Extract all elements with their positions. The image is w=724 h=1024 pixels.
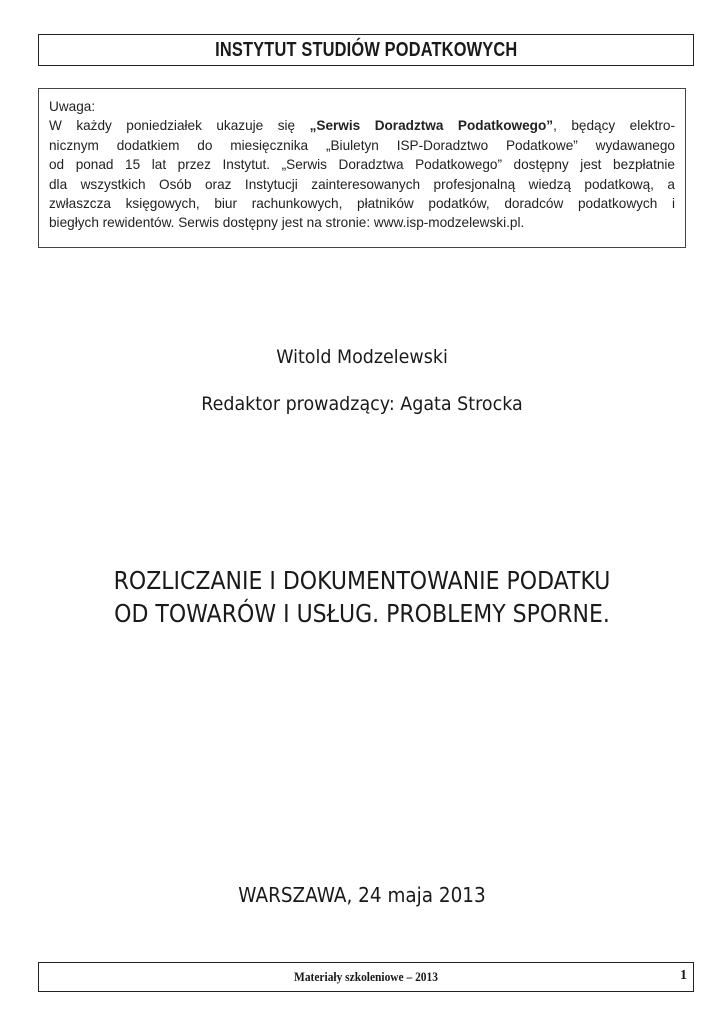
footer-text: Materiały szkoleniowe – 2013 (294, 969, 438, 984)
document-title-line-1: ROZLICZANIE I DOKUMENTOWANIE PODATKU (113, 566, 611, 595)
notice-box (38, 88, 686, 248)
header-box (38, 34, 694, 66)
notice-line-5: zwłaszcza księgowych, biur rachunkowych, płatników podatków, doradców podatkowych i (49, 196, 675, 212)
notice-line-1 (49, 116, 675, 135)
document-title (43, 564, 680, 630)
notice-line-6: biegłych rewidentów. Serwis dostępny jest na stronie: www.isp-modzelewski.pl. (49, 215, 525, 231)
notice-line-1-start: W każdy poniedziałek ukazuje się (49, 118, 310, 134)
notice-line-1-end: , będący elektro- (553, 118, 675, 134)
footer-box (38, 962, 694, 992)
page-number: 1 (680, 968, 687, 983)
notice-line-2: nicznym dodatkiem do miesięcznika „Biuletyn ISP-Doradztwo Podatkowe” wydawanego (49, 137, 675, 153)
notice-service-name: „Serwis Doradztwa Podatkowego” (309, 118, 554, 134)
institute-title: INSTYTUT STUDIÓW PODATKOWYCH (214, 38, 518, 61)
notice-label: Uwaga: (49, 99, 96, 114)
document-title-line-2: OD TOWARÓW I USŁUG. PROBLEMY SPORNE. (114, 599, 610, 628)
author-name: Witold Modzelewski (276, 346, 448, 368)
notice-line-3: od ponad 15 lat przez Instytut. „Serwis Doradztwa Podatkowego” dostępny jest bezpłatnie (49, 157, 675, 173)
notice-line-4: dla wszystkich Osób oraz Instytucji zainteresowanych profesjonalną wiedzą podatkową, a (49, 176, 675, 192)
editor-credit: Redaktor prowadzący: Agata Strocka (201, 393, 523, 415)
place-and-date: WARSZAWA, 24 maja 2013 (238, 883, 486, 907)
